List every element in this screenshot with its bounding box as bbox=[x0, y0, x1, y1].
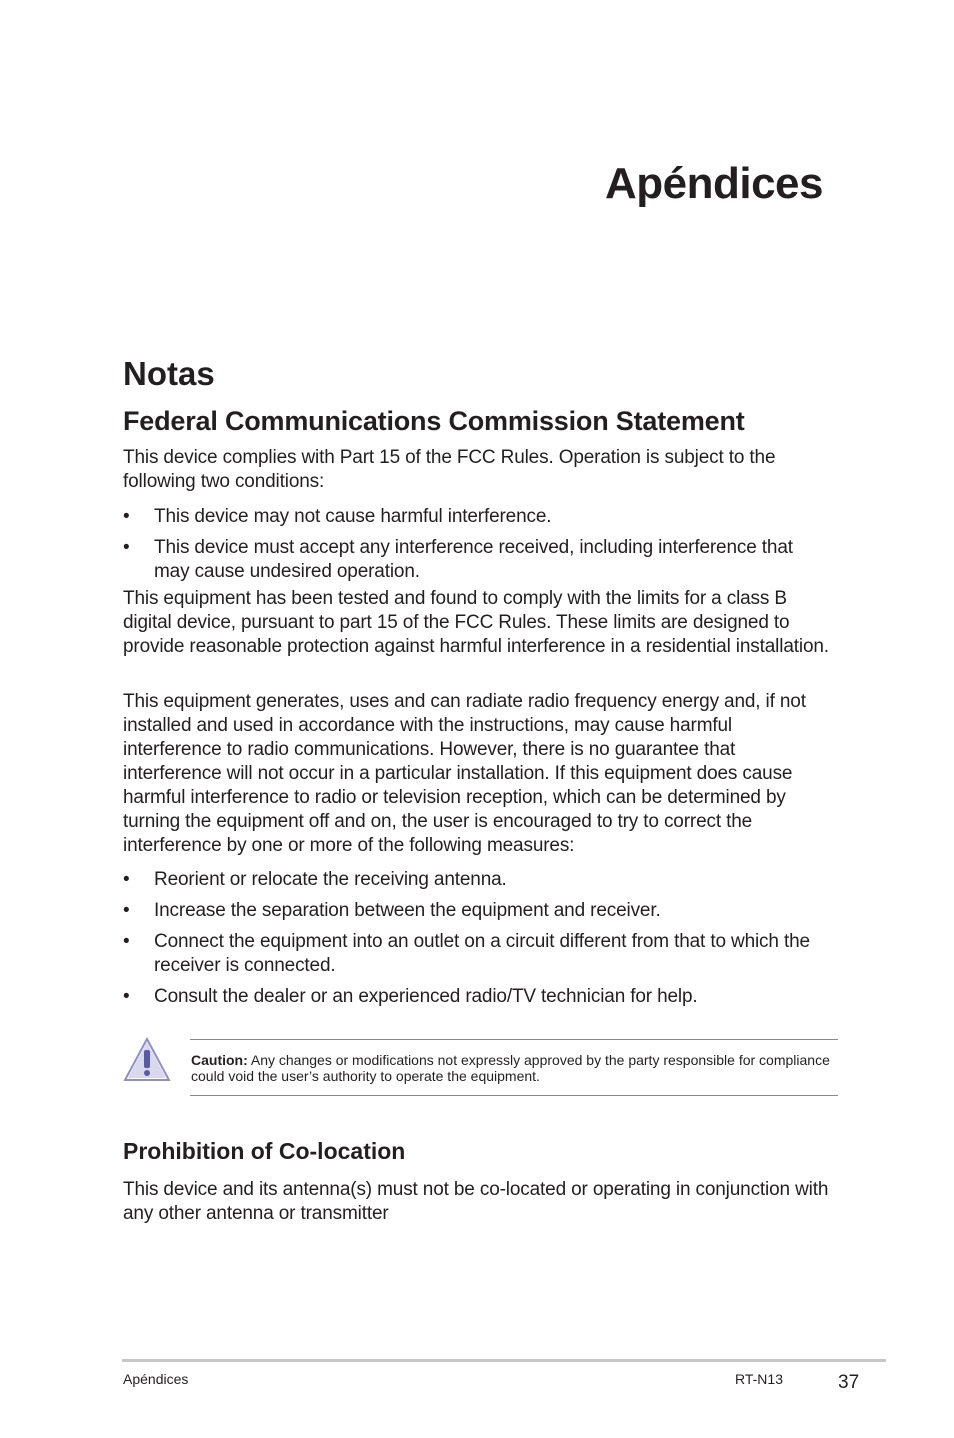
fcc-paragraph-limits: This equipment has been tested and found to comply with the limits for a class B digital device, pursuant to part 15 of the FCC Rules. These limits are designed to provide reasonable protection against harmful interference in a residential installation. bbox=[123, 588, 829, 657]
page-number: 37 bbox=[838, 1372, 860, 1393]
list-item-text: This device must accept any interference received, including interference that may cause undesired operation. bbox=[154, 537, 793, 582]
fcc-heading: Federal Communications Commission Statement bbox=[123, 406, 745, 436]
list-item bbox=[123, 505, 833, 529]
bullet-glyph: • bbox=[123, 506, 130, 527]
list-item-text: Connect the equipment into an outlet on a circuit different from that to which the receiver is connected. bbox=[154, 931, 810, 976]
footer-rule bbox=[122, 1359, 886, 1362]
caution-top-rule bbox=[190, 1039, 838, 1040]
list-item-text: Consult the dealer or an experienced radio/TV technician for help. bbox=[154, 986, 698, 1007]
bullet-glyph: • bbox=[123, 986, 130, 1007]
list-item bbox=[123, 868, 833, 892]
list-item bbox=[123, 536, 833, 584]
warning-triangle-icon bbox=[123, 1037, 171, 1083]
caution-label: Caution: bbox=[191, 1052, 248, 1068]
caution-bottom-rule bbox=[190, 1095, 838, 1096]
list-item bbox=[123, 930, 833, 978]
list-item-text: This device may not cause harmful interference. bbox=[154, 506, 552, 527]
list-item bbox=[123, 985, 833, 1009]
list-item-text: Reorient or relocate the receiving antenna. bbox=[154, 869, 507, 890]
bullet-glyph: • bbox=[123, 537, 130, 558]
fcc-conditions-list bbox=[123, 505, 833, 584]
bullet-glyph: • bbox=[123, 900, 130, 921]
bullet-glyph: • bbox=[123, 931, 130, 952]
chapter-title: Apéndices bbox=[604, 159, 823, 208]
colocation-heading: Prohibition of Co-location bbox=[123, 1138, 406, 1164]
caution-text: Any changes or modifications not expressly approved by the party responsible for compliance could void the user’s authority to operate the equipment. bbox=[191, 1052, 830, 1084]
footer-model-label: RT-N13 bbox=[735, 1371, 783, 1387]
caution-note bbox=[191, 1052, 831, 1084]
section-title: Notas bbox=[123, 355, 215, 392]
fcc-intro: This device complies with Part 15 of the FCC Rules. Operation is subject to the following two conditions: bbox=[123, 447, 776, 492]
fcc-paragraph-interference: This equipment generates, uses and can radiate radio frequency energy and, if not installed and used in accordance with the instructions, may cause harmful interference to radio communications. However, there is no guarantee that interference will not occur in a particular installation. If this equipment does cause harmful interference to radio or television reception, which can be determined by turning the equipment off and on, the user is encouraged to try to correct the interference by one or more of the following measures: bbox=[123, 691, 806, 856]
list-item bbox=[123, 899, 833, 923]
fcc-measures-list bbox=[123, 868, 833, 1009]
footer-section-label: Apéndices bbox=[123, 1371, 189, 1387]
list-item-text: Increase the separation between the equipment and receiver. bbox=[154, 900, 661, 921]
colocation-text: This device and its antenna(s) must not be co-located or operating in conjunction with any other antenna or transmitter bbox=[123, 1179, 829, 1224]
bullet-glyph: • bbox=[123, 869, 130, 890]
